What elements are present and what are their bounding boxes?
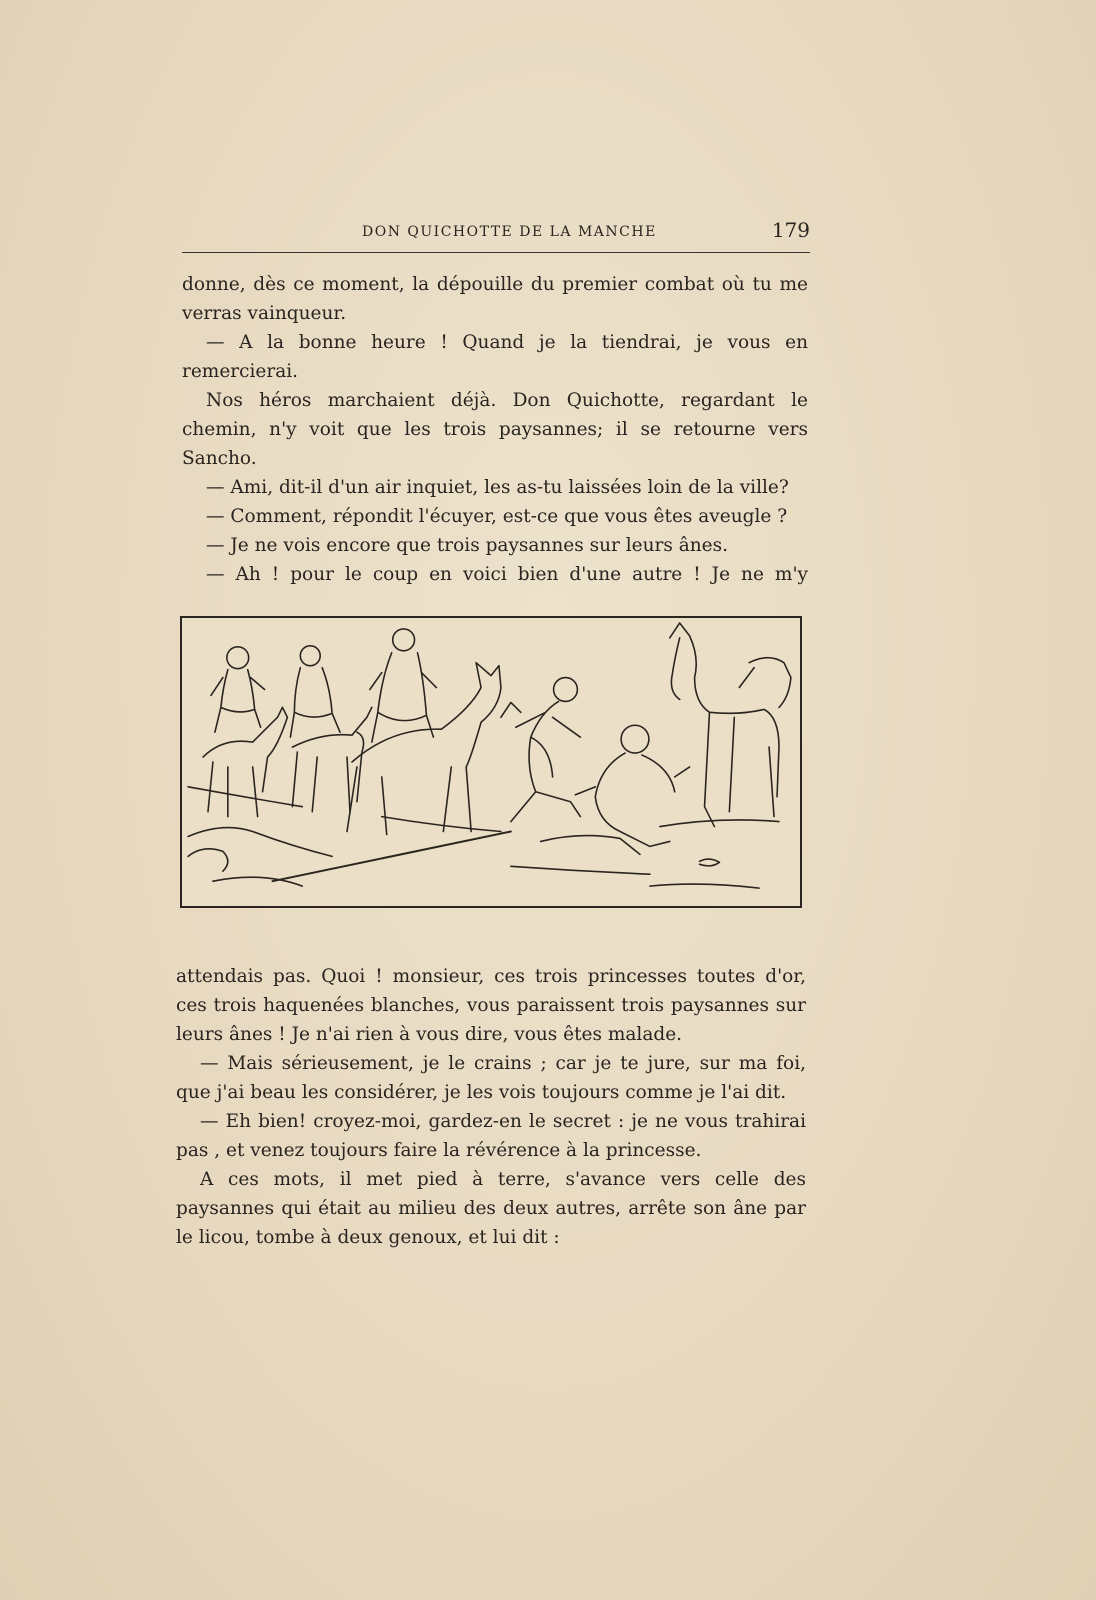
page-number: 179 xyxy=(771,218,810,242)
paragraph: attendais pas. Quoi ! monsieur, ces trois princesses toutes d'or, ces trois haquenées blanches, vous paraissent trois paysannes sur leurs ânes ! Je n'ai rien à vous dire, vous êtes malade. xyxy=(176,966,806,1045)
paragraph: — Je ne vois encore que trois paysannes sur leurs ânes. xyxy=(206,535,728,556)
engraving-drawing xyxy=(182,618,800,906)
paragraph: — Ami, dit-il d'un air inquiet, les as-tu laissées loin de la ville? xyxy=(206,477,789,498)
paragraph: A ces mots, il met pied à terre, s'avance vers celle des paysannes qui était au milieu des deux autres, arrête son âne par le licou, tombe à deux genoux, et lui dit : xyxy=(176,1169,806,1248)
paragraph: donne, dès ce moment, la dépouille du premier combat où tu me verras vainqueur. xyxy=(182,274,808,324)
paragraph: — Eh bien! croyez-moi, gardez-en le secret : je ne vous trahirai pas , et venez toujours faire la révérence à la princesse. xyxy=(176,1111,806,1161)
header-rule xyxy=(182,252,810,253)
paragraph: Nos héros marchaient déjà. Don Quichotte, regardant le chemin, n'y voit que les trois paysannes; il se retourne vers Sancho. xyxy=(182,390,808,469)
running-head xyxy=(182,218,810,252)
text-block-top xyxy=(182,270,808,589)
paragraph: — Comment, répondit l'écuyer, est-ce que vous êtes aveugle ? xyxy=(206,506,788,527)
text-block-bottom xyxy=(176,962,806,1252)
paragraph: — A la bonne heure ! Quand je la tiendrai, je vous en remercierai. xyxy=(182,332,808,382)
running-title: DON QUICHOTTE DE LA MANCHE xyxy=(362,224,657,240)
paragraph: — Ah ! pour le coup en voici bien d'une autre ! Je ne m'y xyxy=(206,564,808,585)
paragraph: — Mais sérieusement, je le crains ; car je te jure, sur ma foi, que j'ai beau les considérer, je les vois toujours comme je l'ai dit. xyxy=(176,1053,806,1103)
illustration xyxy=(180,616,802,908)
